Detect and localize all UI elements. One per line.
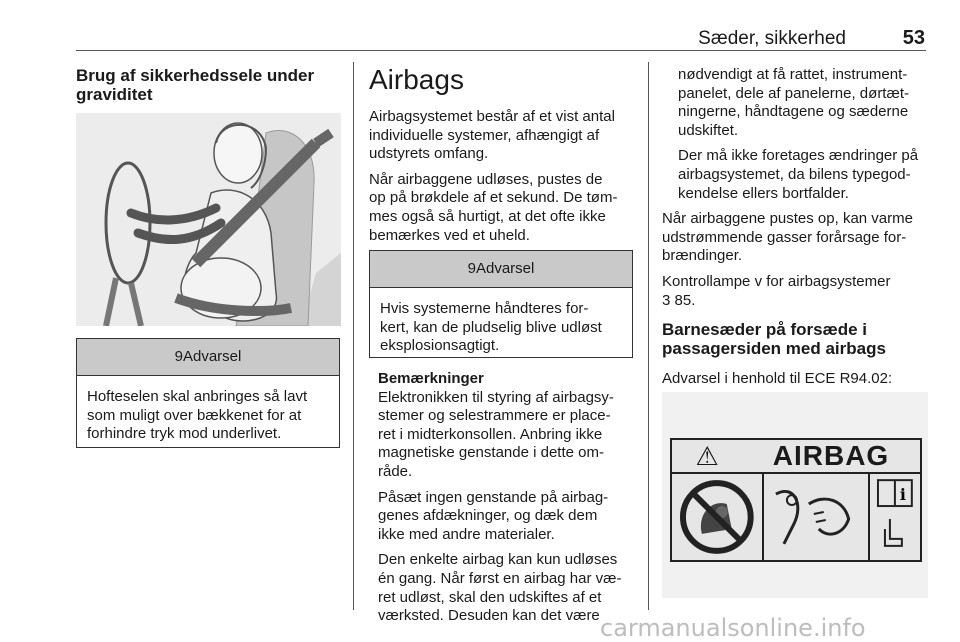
warning-sign-icon: ⚠ <box>695 441 719 471</box>
note-paragraph-1: Elektronikken til styring af airbagsy- stemer og selestrammere er place- ret i midterkonsollen. Anbring ikke magnetiske genstande i dette om- råde. <box>378 388 614 480</box>
svg-text:i: i <box>900 485 907 505</box>
airbag-deploy-child-seat-icon <box>764 474 871 560</box>
section-title-airbags: Airbags <box>369 64 464 95</box>
read-manual-icon <box>870 474 920 560</box>
warning-text: Hofteselen skal anbringes så lavt som muligt over bækkenet for at forhindre tryk mod underlivet. <box>87 388 308 443</box>
warning-title: Advarsel <box>182 348 242 365</box>
airbag-label-word: AIRBAG <box>772 440 890 471</box>
airbag-label-pictograms <box>672 474 920 560</box>
warning-triangle-icon: 9 <box>467 260 476 277</box>
right-column <box>662 66 930 396</box>
warning-text: Hvis systemerne håndteres for- kert, kan de pludselig blive udløst eksplosionsagtigt. <box>380 300 602 355</box>
right-paragraph-2: Der må ikke foretages ændringer på airbagsystemet, da bilens typegod- kendelse ellers bortfalder. <box>678 147 919 202</box>
warning-triangle-icon: 9 <box>174 348 183 365</box>
watermark: carmanualsonline.info <box>600 614 866 642</box>
right-paragraph-3: Når airbaggene pustes op, kan varme udstrømmende gasser forårsage for- brændinger. <box>662 210 913 265</box>
warning-header <box>370 251 632 288</box>
no-rear-facing-child-seat-icon <box>672 474 764 560</box>
airbag-label-figure <box>662 392 928 598</box>
section-heading-pregnancy: Brug af sikkerhedssele under graviditet <box>76 66 315 104</box>
right-paragraph-5: Advarsel i henhold til ECE R94.02: <box>662 370 893 388</box>
page-reference-arrow-icon: 3 <box>662 291 671 309</box>
airbags-paragraph-1: Airbagsystemet består af et vist antal individuelle systemer, afhængigt af udstyrets omfang. <box>369 108 615 163</box>
right-paragraph-4: Kontrollampe v for airbagsystemer 3 85. <box>662 272 891 309</box>
warning-box-pregnancy <box>76 338 340 448</box>
page-number: 53 <box>902 27 925 49</box>
note-paragraph-2: Påsæt ingen genstande på airbag- genes afdækninger, og dæk dem ikke med andre materialer. <box>378 488 609 543</box>
notes-block <box>378 370 640 633</box>
note-paragraph-3: Den enkelte airbag kan kun udløses én gang. Når først en airbag har væ- ret udløst, skal den udskiftes af et værksted. Desuden kan det være <box>378 551 622 625</box>
column-divider-2 <box>648 62 649 610</box>
left-column <box>76 66 342 104</box>
warning-header <box>77 339 339 376</box>
warning-box-airbags <box>369 250 633 358</box>
middle-column <box>369 64 635 252</box>
header-rule <box>76 50 926 51</box>
right-paragraph-1: nødvendigt at få rattet, instrument- panelet, dele af panelerne, dørtæt- ningerne, håndtagene og sæderne udskiftet. <box>678 66 909 139</box>
page-header-title: Sæder, sikkerhed <box>698 28 846 49</box>
warning-title: Advarsel <box>475 260 535 277</box>
airbag-warning-label <box>670 438 922 562</box>
section-heading-child-seats: Barnesæder på forsæde i passagersiden med airbags <box>662 320 886 359</box>
notes-title: Bemærkninger <box>378 370 484 387</box>
airbags-paragraph-2: Når airbaggene udløses, pustes de op på brøkdele af et sekund. De tøm- mes også så hurtigt, at det ofte ikke bemærkes ved et uheld. <box>369 170 618 244</box>
pregnant-seatbelt-figure <box>76 113 341 326</box>
airbag-control-lamp-icon: v <box>754 272 763 290</box>
column-divider-1 <box>353 62 354 610</box>
airbag-label-header <box>672 440 920 474</box>
